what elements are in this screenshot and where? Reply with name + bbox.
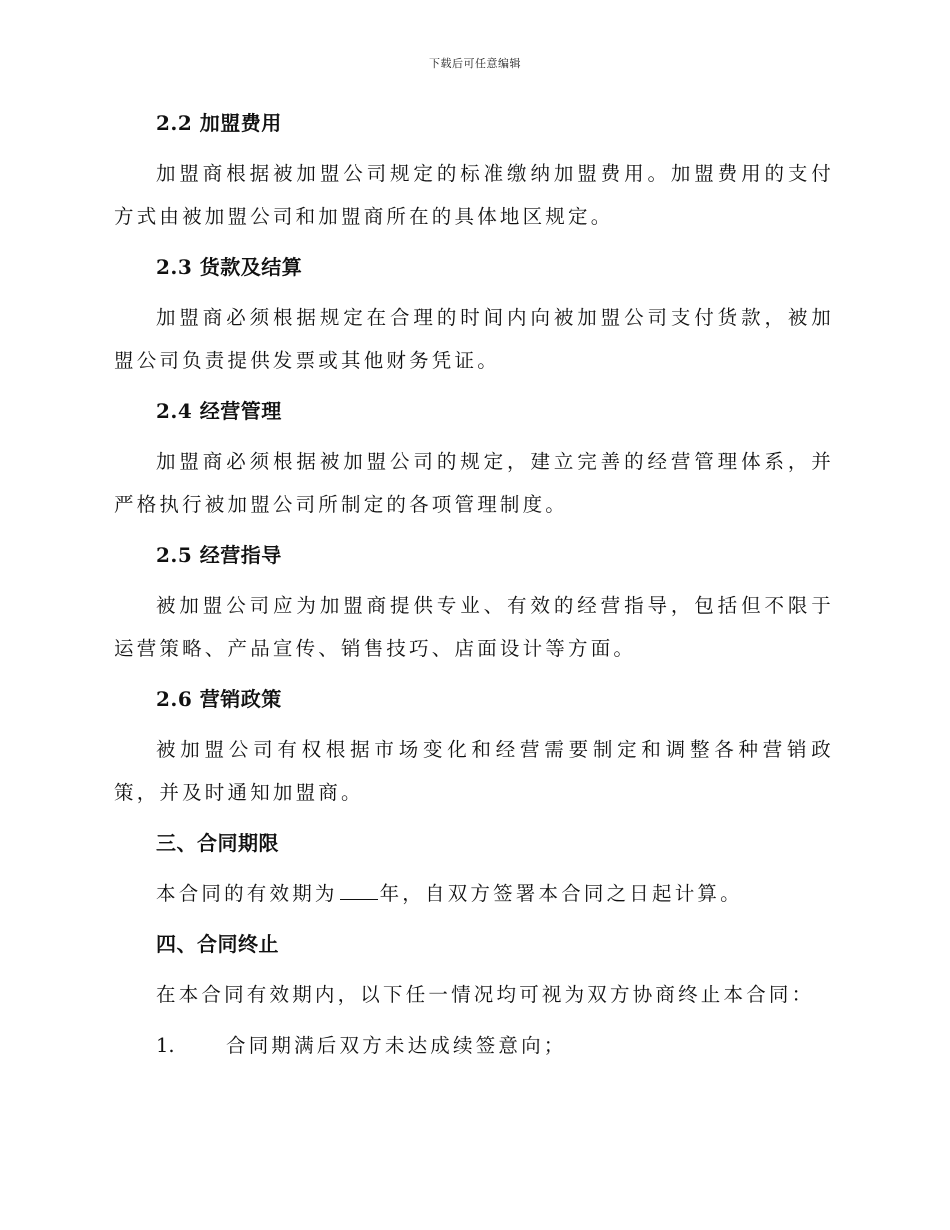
list-item <box>156 1024 834 1067</box>
page-header: 下载后可任意编辑 <box>429 57 521 70</box>
section-paragraph-2-4: 加盟商必须根据被加盟公司的规定，建立完善的经营管理体系，并严格执行被加盟公司所制定的各项管理制度。 <box>114 450 834 516</box>
section-paragraph-2-6: 被加盟公司有权根据市场变化和经营需要制定和调整各种营销政策，并及时通知加盟商。 <box>114 738 834 804</box>
list-item-number: 1. <box>156 1034 175 1057</box>
section-heading-2-4: 2.4 经营管理 <box>156 399 282 423</box>
section-paragraph-2-2: 加盟商根据被加盟公司规定的标准缴纳加盟费用。加盟费用的支付方式由被加盟公司和加盟商所在的具体地区规定。 <box>114 162 834 228</box>
section-heading-2-3: 2.3 货款及结算 <box>156 255 303 279</box>
term-paragraph <box>156 872 834 915</box>
term-years-blank <box>340 879 378 900</box>
termination-heading: 四、合同终止 <box>156 932 279 956</box>
list-item-text: 合同期满后双方未达成续签意向； <box>226 1034 567 1057</box>
section-heading-2-5: 2.5 经营指导 <box>156 543 282 567</box>
document-body <box>114 108 834 1067</box>
termination-intro: 在本合同有效期内，以下任一情况均可视为双方协商终止本合同： <box>156 983 815 1006</box>
section-paragraph-2-3: 加盟商必须根据规定在合理的时间内向被加盟公司支付货款，被加盟公司负责提供发票或其他财务凭证。 <box>114 306 834 372</box>
section-heading-2-2: 2.2 加盟费用 <box>156 111 282 135</box>
term-text-after: 年，自双方签署本合同之日起计算。 <box>379 882 743 905</box>
term-heading: 三、合同期限 <box>156 831 279 855</box>
section-heading-2-6: 2.6 营销政策 <box>156 687 282 711</box>
term-text-before: 本合同的有效期为 <box>156 882 338 905</box>
section-paragraph-2-5: 被加盟公司应为加盟商提供专业、有效的经营指导，包括但不限于运营策略、产品宣传、销售技巧、店面设计等方面。 <box>114 594 834 660</box>
